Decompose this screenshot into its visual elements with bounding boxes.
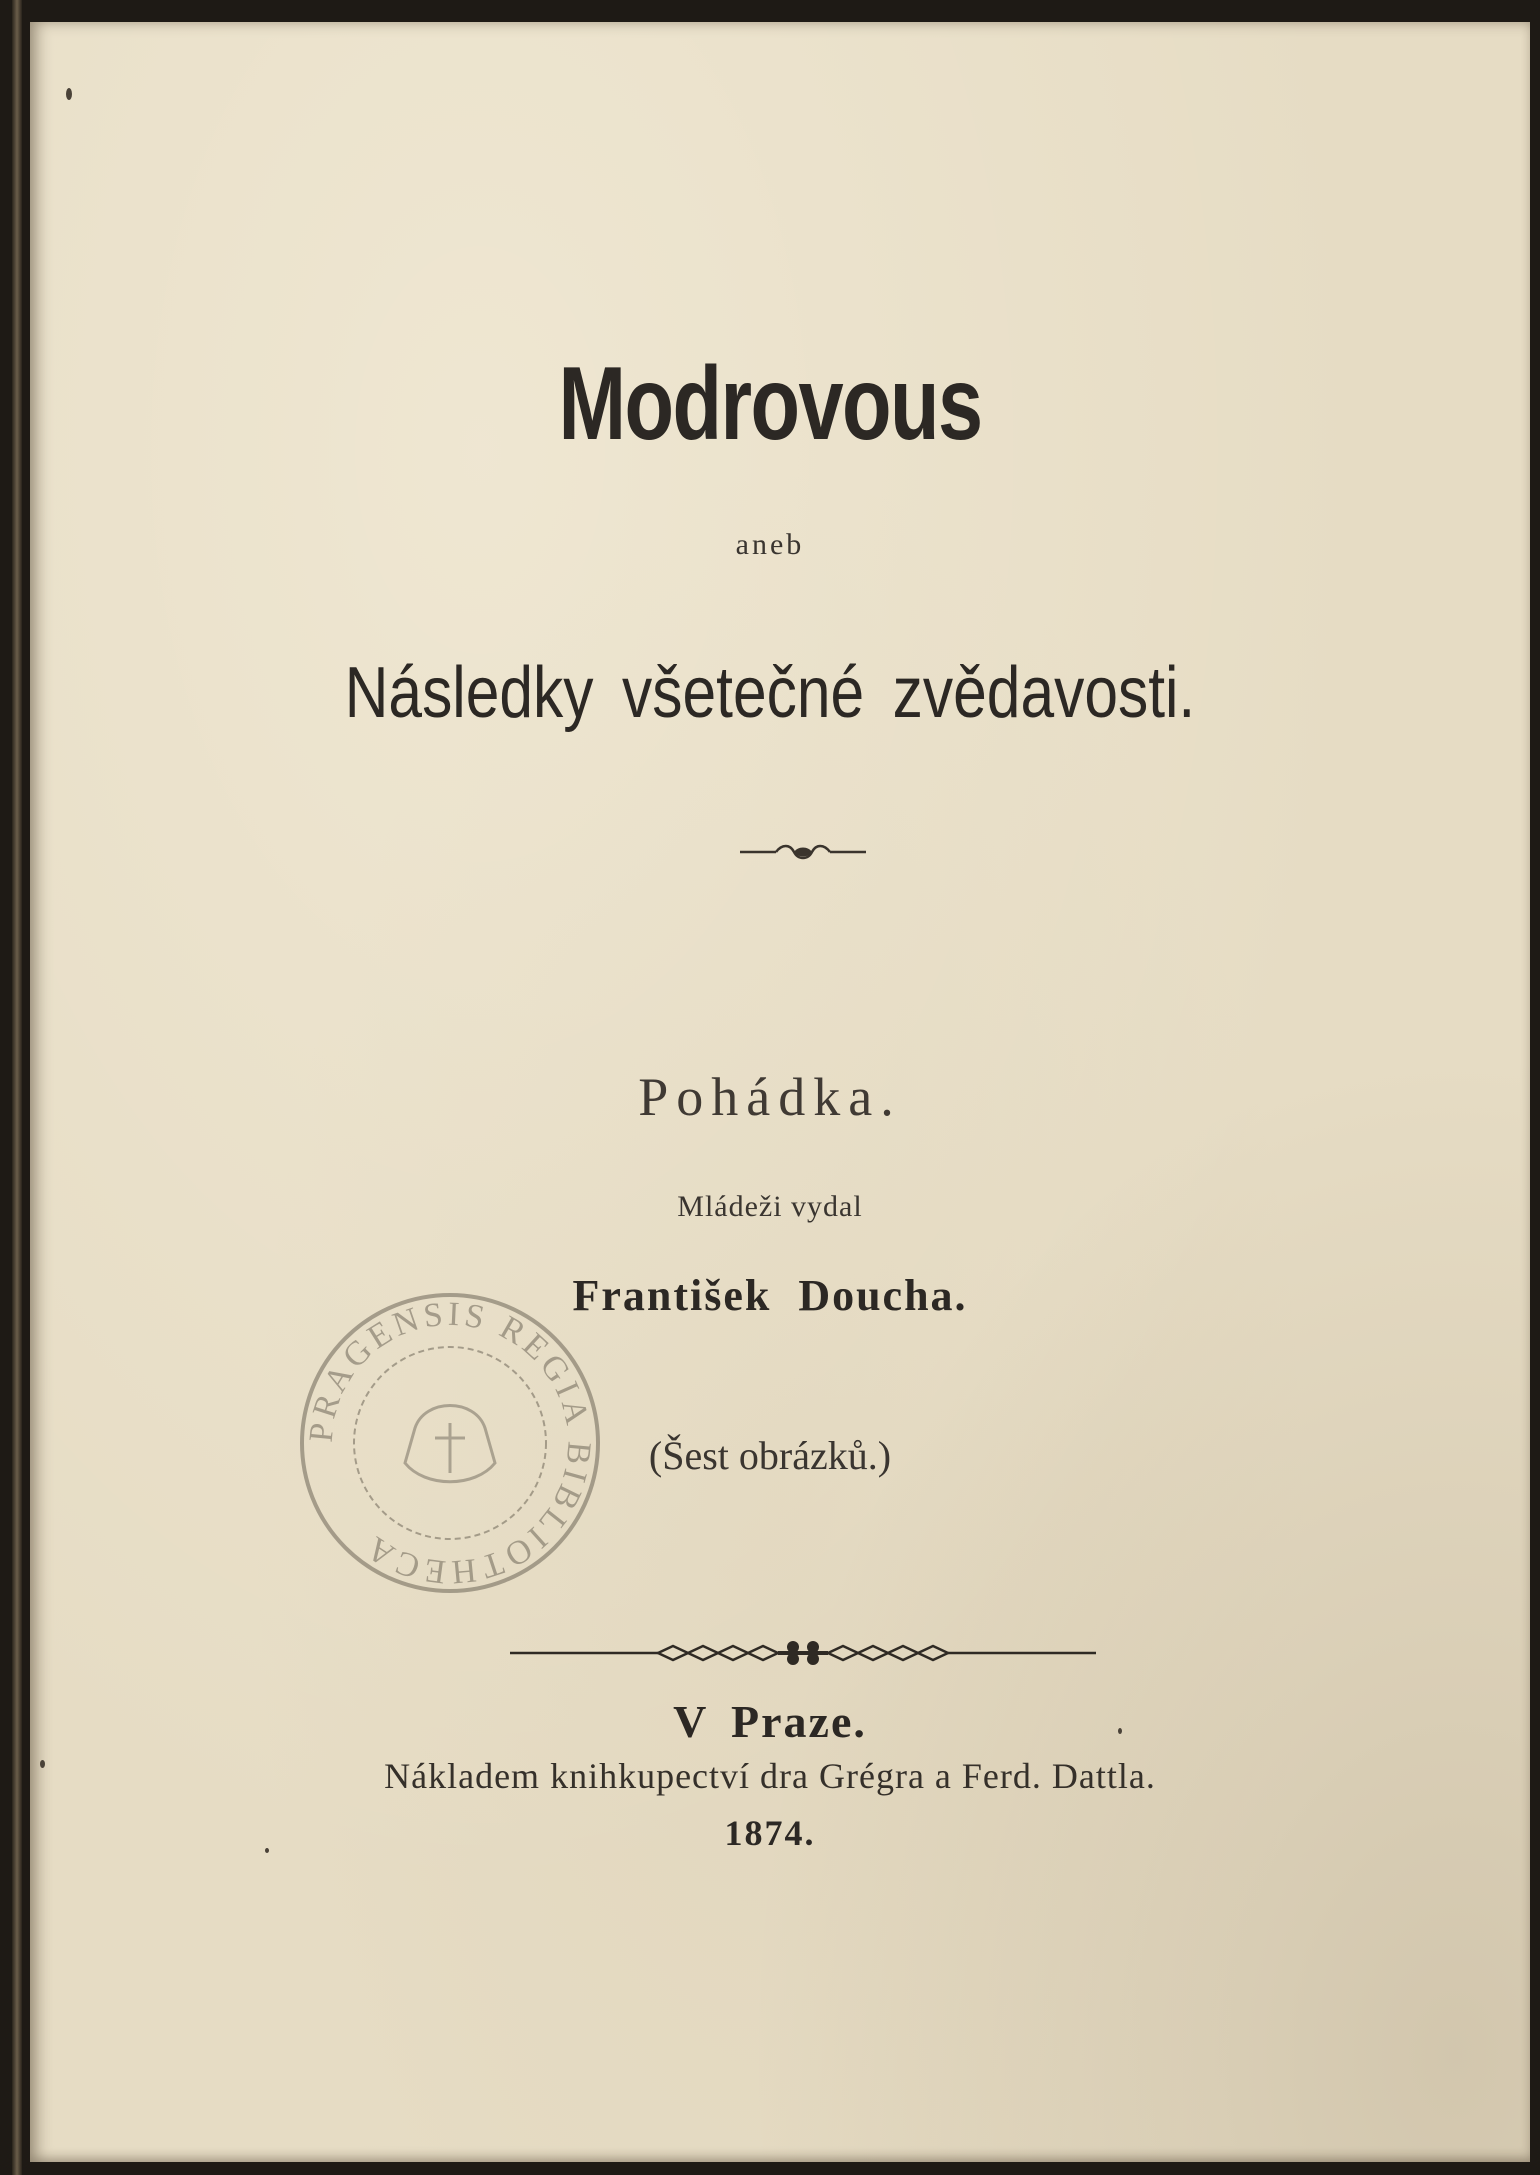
illustrations-note: (Šest obrázků.) [648, 1433, 892, 1478]
stamp-text: PRAGENSIS REGIA BIBLIOTHECA [302, 1295, 598, 1591]
author-name: František Doucha. [572, 1271, 968, 1320]
publication-place: V Praze. [673, 1696, 867, 1747]
publication-year: 1874. [724, 1813, 816, 1853]
genre-label: Pohádka. [638, 1067, 902, 1127]
publisher-imprint: Nákladem knihkupectví dra Grégra a Ferd. Dattla. [384, 1756, 1156, 1796]
dedication-line: Mládeži vydal [677, 1190, 863, 1223]
paper-speck [40, 1760, 45, 1768]
book-subtitle: Následky všetečné zvědavosti. [344, 653, 1196, 733]
large-ornament-divider [508, 1638, 1098, 1668]
paper-speck [265, 1848, 269, 1853]
paper-speck [66, 88, 72, 100]
book-title: Modrovous [558, 346, 982, 462]
title-conjunction: aneb [735, 528, 805, 561]
library-stamp-icon [295, 1288, 605, 1598]
small-ornament-divider [738, 840, 868, 864]
paper-speck [1118, 1728, 1122, 1734]
